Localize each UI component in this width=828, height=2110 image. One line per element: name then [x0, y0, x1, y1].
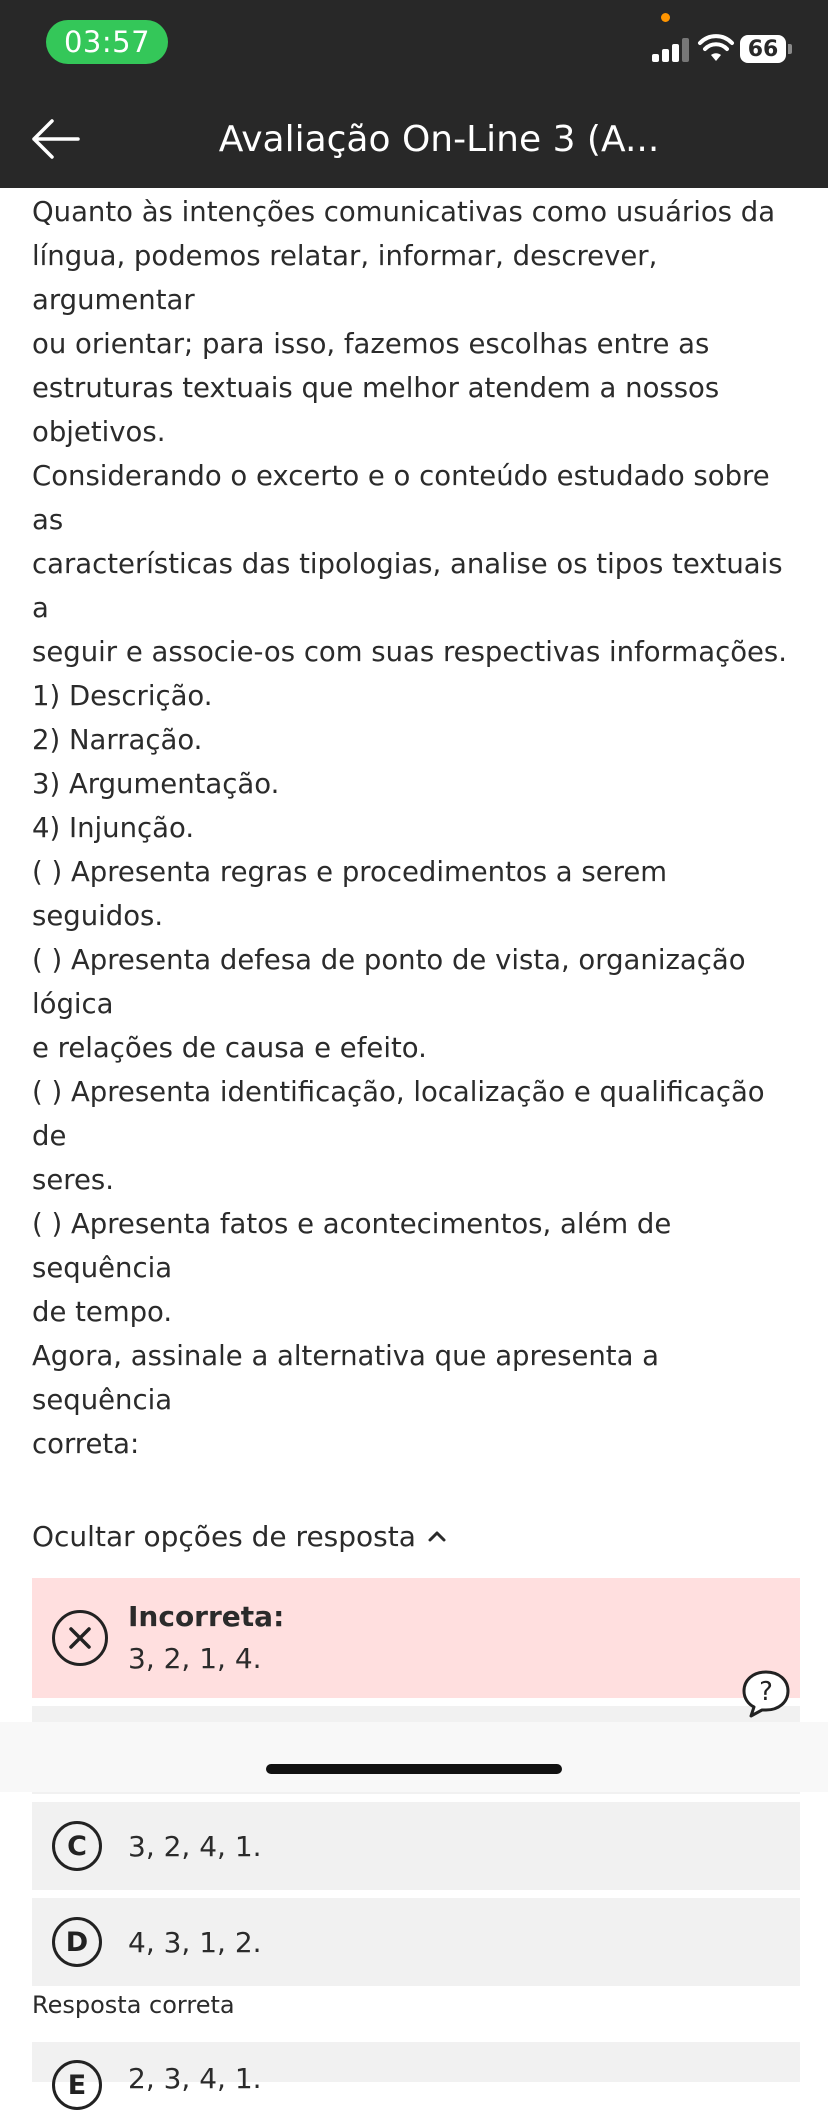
close-circle-icon: [52, 1610, 108, 1666]
app-header: [0, 90, 828, 188]
question-line: Agora, assinale a alternativa que apresenta a sequência: [32, 1340, 660, 1416]
help-icon[interactable]: [740, 1668, 792, 1720]
option-value: 3, 2, 4, 1.: [128, 1829, 262, 1863]
option-value: 3, 2, 1, 4.: [128, 1642, 262, 1675]
option-value: 2, 3, 4, 1.: [128, 2062, 262, 2095]
arrow-left-icon: [30, 119, 80, 159]
hide-options-toggle[interactable]: [32, 1514, 800, 1558]
page-title: Avaliação On-Line 3 (A...: [218, 118, 660, 160]
question-line: ( ) Apresenta identificação, localização e qualificação de: [32, 1076, 765, 1152]
bottom-safe-area: [0, 1722, 828, 1792]
question-line: ou orientar; para isso, fazemos escolhas entre as: [32, 328, 710, 360]
question-line: 2) Narração.: [32, 724, 203, 756]
question-line: seres.: [32, 1164, 114, 1196]
hide-options-label: Ocultar opções de resposta: [32, 1519, 416, 1553]
question-line: estruturas textuais que melhor atendem a nossos: [32, 372, 720, 404]
question-line: língua, podemos relatar, informar, descrever, argumentar: [32, 240, 658, 316]
option-c[interactable]: [32, 1802, 800, 1890]
answer-options: [32, 1578, 800, 2101]
option-letter: C: [52, 1821, 102, 1871]
correct-answer-label: Resposta correta: [32, 1991, 235, 2019]
question-line: 3) Argumentação.: [32, 768, 280, 800]
home-indicator[interactable]: [266, 1764, 562, 1774]
question-line: e relações de causa e efeito.: [32, 1032, 427, 1064]
svg-text:?: ?: [759, 1677, 773, 1707]
question-line: correta:: [32, 1428, 140, 1460]
chevron-up-icon: [428, 1530, 446, 1542]
back-button[interactable]: [26, 110, 84, 168]
option-text: [128, 1596, 284, 1680]
privacy-indicator-dot: [661, 13, 670, 22]
question-text: [32, 190, 800, 1466]
question-line: Quanto às intenções comunicativas como usuários da: [32, 196, 776, 228]
question-content: [32, 190, 800, 2101]
option-e-correct[interactable]: [32, 2042, 800, 2101]
question-line: objetivos.: [32, 416, 166, 448]
status-time: 03:57: [46, 20, 168, 64]
option-d[interactable]: [32, 1898, 800, 1986]
option-letter: E: [52, 2060, 102, 2110]
battery-cap: [788, 44, 792, 54]
question-line: seguir e associe-os com suas respectivas informações.: [32, 636, 788, 668]
wifi-icon: [698, 36, 734, 62]
signal-icon: [652, 38, 690, 62]
question-line: 1) Descrição.: [32, 680, 213, 712]
incorrect-label: Incorreta:: [128, 1600, 285, 1633]
option-a-incorrect[interactable]: [32, 1578, 800, 1698]
question-line: características das tipologias, analise os tipos textuais a: [32, 548, 783, 624]
question-line: Considerando o excerto e o conteúdo estudado sobre as: [32, 460, 770, 536]
option-value: 4, 3, 1, 2.: [128, 1925, 262, 1959]
status-bar: [0, 0, 828, 90]
option-letter: D: [52, 1917, 102, 1967]
question-line: 4) Injunção.: [32, 812, 195, 844]
question-line: ( ) Apresenta defesa de ponto de vista, organização lógica: [32, 944, 746, 1020]
question-line: de tempo.: [32, 1296, 173, 1328]
question-line: ( ) Apresenta regras e procedimentos a serem seguidos.: [32, 856, 668, 932]
question-line: ( ) Apresenta fatos e acontecimentos, além de sequência: [32, 1208, 672, 1284]
battery-icon: 66: [740, 35, 786, 63]
